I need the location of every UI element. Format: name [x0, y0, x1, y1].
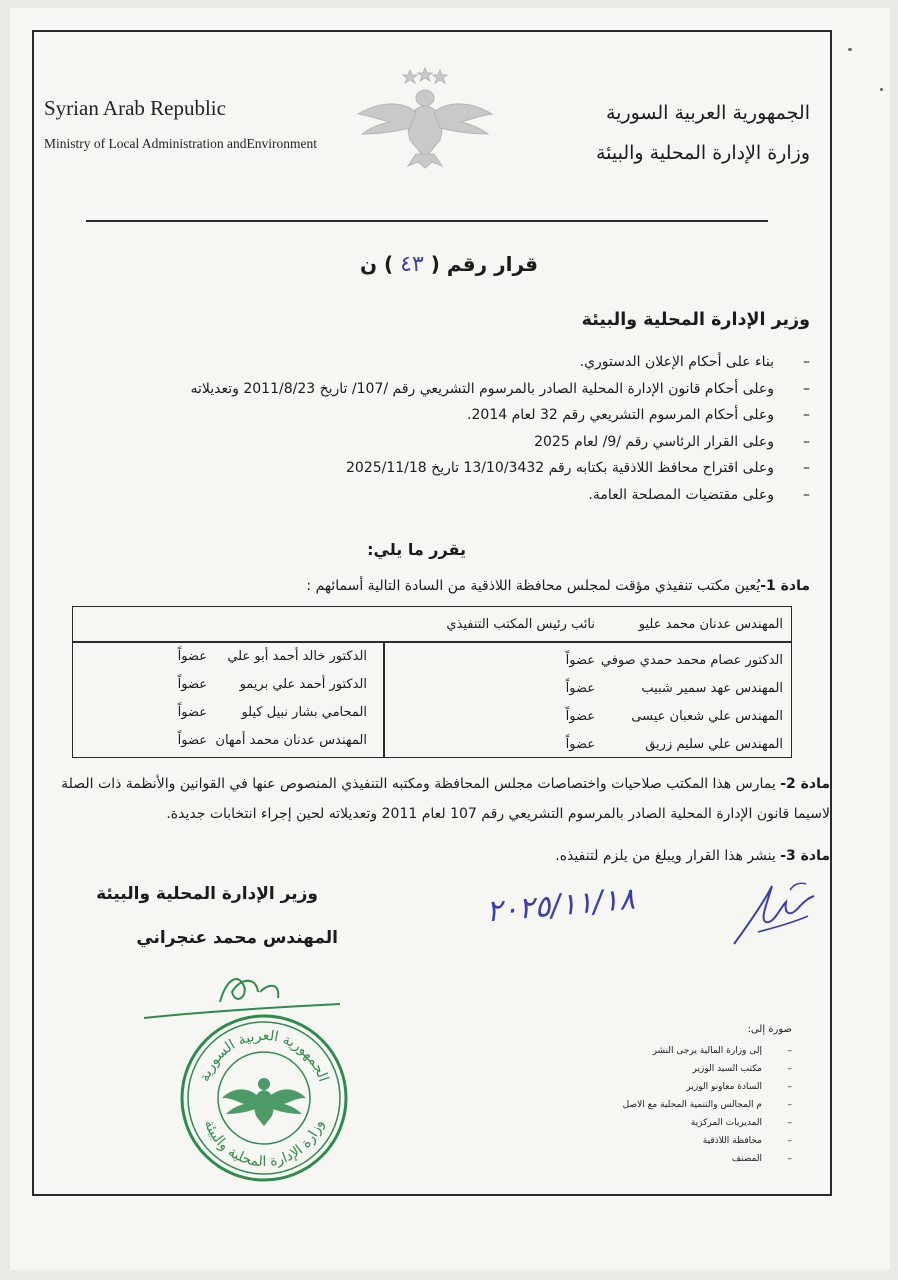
article-2	[61, 776, 830, 792]
member-name: المحامي بشار نبيل كيلو	[241, 705, 367, 720]
member-name: المهندس عدنان محمد أمهان	[215, 733, 367, 748]
article-3-text: ينشر هذا القرار ويبلغ من يلزم لتنفيذه.	[555, 848, 776, 864]
en-ministry-title: Ministry of Local Administration andEnvironment	[44, 136, 317, 151]
member-role: عضواً	[177, 733, 207, 748]
article-3	[555, 848, 830, 864]
ministry-stamp	[178, 1012, 350, 1184]
header-divider	[86, 220, 768, 222]
table-column-divider	[383, 643, 385, 757]
member-role: عضواً	[565, 737, 595, 752]
stamp-text-bottom: وزارة الإدارة المحلية والبيئة	[200, 1117, 328, 1170]
handwritten-date: ٢٠٢٥/١١/١٨	[484, 881, 637, 930]
bullet-dash: –	[787, 1064, 792, 1074]
handwritten-signature	[720, 872, 820, 952]
stamp-text-top: الجمهورية العربية السورية	[196, 1027, 332, 1084]
decision-prefix: قرار رقم (	[430, 252, 539, 276]
list-item: –المصنف	[731, 1154, 792, 1164]
members-table	[72, 606, 792, 758]
member-name: الدكتور أحمد علي بريمو	[239, 677, 367, 692]
decision-number-handwritten: ٤٣	[400, 252, 424, 277]
list-item: –السادة معاونو الوزير	[686, 1082, 792, 1092]
eagle-emblem-icon	[350, 62, 500, 172]
bullet-dash: –	[787, 1118, 792, 1128]
member-role: عضواً	[177, 649, 207, 664]
list-item: –م المجالس والتنمية المحلية مع الاصل	[622, 1100, 792, 1110]
article-2-line2: لاسيما قانون الإدارة المحلية الصادر بالمرسوم التشريعي رقم 107 لعام 2011 وتعديلاته لحين إجراء انتخابات جديدة.	[166, 806, 830, 822]
bullet-dash: –	[803, 380, 810, 397]
decision-suffix: ) ن	[359, 252, 394, 276]
bullet-dash: –	[803, 407, 810, 423]
list-item: –وعلى مقتضيات المصلحة العامة.	[588, 486, 810, 503]
article-2-line1: يمارس هذا المكتب صلاحيات واختصاصات مجلس المحافظة ومكتبه التنفيذي المنصوص عنها في القوانين والأنظمة ذات الصلة	[61, 776, 776, 792]
member-name: المهندس علي شعبان عيسى	[631, 709, 783, 724]
copies-list	[623, 1044, 792, 1170]
article-3-label: مادة 3-	[780, 848, 830, 864]
bullet-dash: –	[787, 1154, 792, 1164]
table-head-name: المهندس عدنان محمد عليو	[638, 617, 783, 632]
paper-speck	[848, 48, 852, 51]
bullet-dash: –	[803, 460, 810, 476]
bullet-dash: –	[787, 1136, 792, 1146]
member-name: المهندس علي سليم زريق	[645, 737, 783, 752]
member-role: عضواً	[177, 705, 207, 720]
decides-heading: يقرر ما يلي:	[367, 540, 466, 559]
ar-ministry-title: وزارة الإدارة المحلية والبيئة	[595, 142, 810, 164]
list-item: –وعلى أحكام قانون الإدارة المحلية الصادر بالمرسوم التشريعي رقم /107/ تاريخ 2011/8/23 وتعديلاته	[190, 380, 810, 397]
member-role: عضواً	[177, 677, 207, 692]
member-name: الدكتور خالد أحمد أبو علي	[227, 649, 367, 664]
list-item: –بناء على أحكام الإعلان الدستوري.	[579, 354, 810, 370]
bullet-dash: –	[803, 433, 810, 450]
member-role: عضواً	[565, 709, 595, 724]
signatory-name: المهندس محمد عنجراني	[136, 928, 338, 948]
paper-speck	[880, 88, 883, 91]
member-name: المهندس عهد سمير شبيب	[641, 681, 783, 696]
ar-country-title: الجمهورية العربية السورية	[605, 102, 810, 124]
article-1	[306, 578, 810, 594]
bullet-dash: –	[787, 1046, 792, 1056]
premises-list	[190, 352, 810, 511]
member-name: الدكتور عصام محمد حمدي صوفي	[600, 653, 783, 668]
decision-number	[0, 252, 898, 277]
signatory-title: وزير الإدارة المحلية والبيئة	[96, 884, 318, 904]
en-country-title: Syrian Arab Republic	[44, 96, 226, 120]
list-item: –المديريات المركزية	[690, 1118, 792, 1128]
list-item: –وعلى أحكام المرسوم التشريعي رقم 32 لعام 2014.	[467, 407, 810, 423]
list-item: –مكتب السيد الوزير	[692, 1064, 792, 1074]
bullet-dash: –	[787, 1082, 792, 1092]
article-1-label: مادة 1-	[760, 578, 810, 594]
list-item: –إلى وزارة المالية يرجى النشر	[652, 1046, 792, 1056]
member-role: عضواً	[565, 653, 595, 668]
member-role: عضواً	[565, 681, 595, 696]
list-item: –محافظة اللاذقية	[702, 1136, 792, 1146]
article-1-text: يُعين مكتب تنفيذي مؤقت لمجلس محافظة اللاذقية من السادة التالية أسمائهم :	[306, 578, 761, 594]
minister-heading: وزير الإدارة المحلية والبيئة	[581, 310, 810, 330]
bullet-dash: –	[803, 486, 810, 503]
table-head-role: نائب رئيس المكتب التنفيذي	[446, 617, 595, 632]
bullet-dash: –	[787, 1100, 792, 1110]
copies-title: صورة إلى:	[747, 1024, 792, 1035]
article-2-label: مادة 2-	[780, 776, 830, 792]
bullet-dash: –	[803, 354, 810, 370]
table-divider	[73, 641, 791, 643]
list-item: –وعلى القرار الرئاسي رقم /9/ لعام 2025	[534, 433, 810, 450]
list-item: –وعلى اقتراح محافظ اللاذقية بكتابه رقم 13/10/3432 تاريخ 2025/11/18	[346, 460, 810, 476]
